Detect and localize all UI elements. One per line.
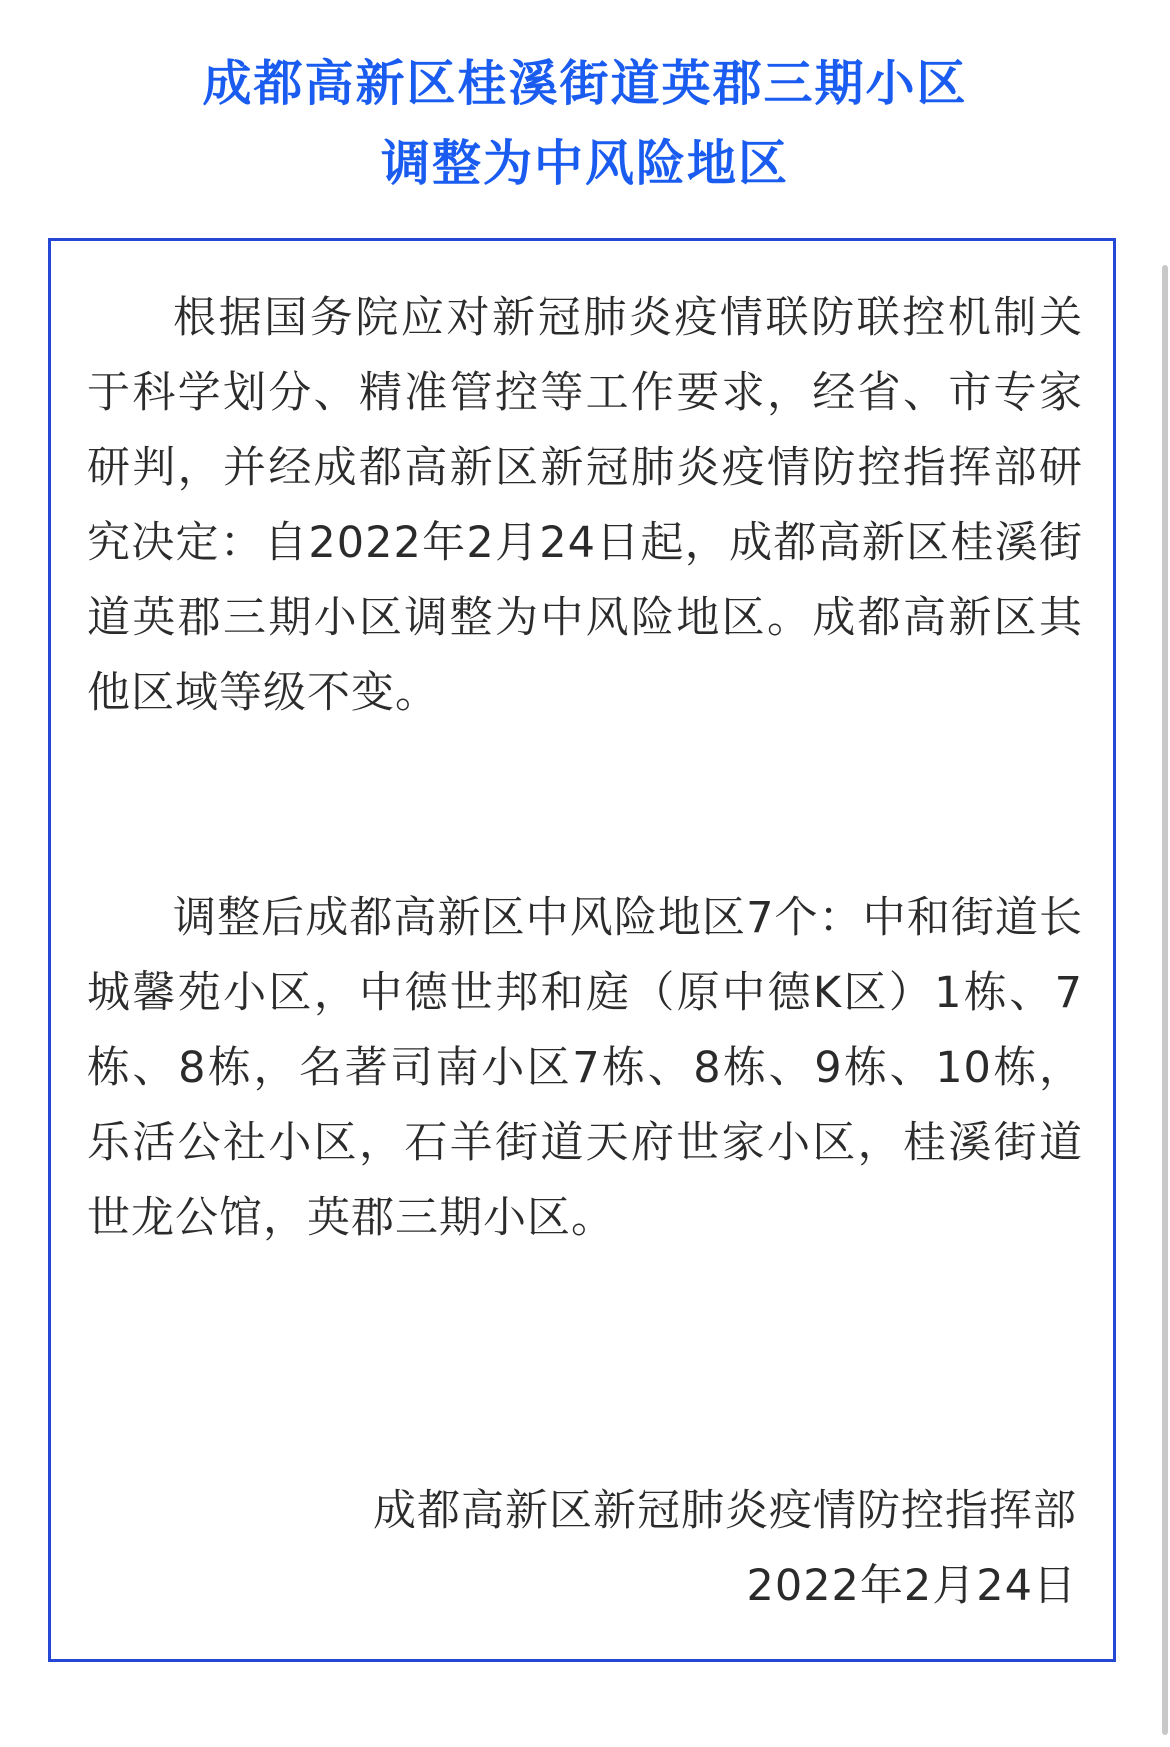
notice-paragraph-2: 调整后成都高新区中风险地区7个：中和街道长城馨苑小区，中德世邦和庭（原中德K区）1栋、7栋、8栋，名著司南小区7栋、8栋、9栋、10栋，乐活公社小区，石羊街道天府世家小区，桂溪街道世龙公馆，英郡三期小区。 <box>87 893 1083 1243</box>
notice-title-line-2: 调整为中风险地区 <box>380 135 789 192</box>
signature-organization: 成都高新区新冠肺炎疫情防控指挥部 <box>373 1486 1077 1536</box>
notice-paragraph-1: 根据国务院应对新冠肺炎疫情联防联控机制关于科学划分、精准管控等工作要求，经省、市专家研判，并经成都高新区新冠肺炎疫情防控指挥部研究决定：自2022年2月24日起，成都高新区桂溪街道英郡三期小区调整为中风险地区。成都高新区其他区域等级不变。 <box>87 293 1083 718</box>
notice-content-box <box>48 238 1116 1662</box>
notice-title <box>0 44 1170 204</box>
notice-title-line-1: 成都高新区桂溪街道英郡三期小区 <box>202 55 968 112</box>
vertical-scrollbar[interactable] <box>1162 265 1168 1735</box>
signature-date: 2022年2月24日 <box>746 1561 1077 1611</box>
